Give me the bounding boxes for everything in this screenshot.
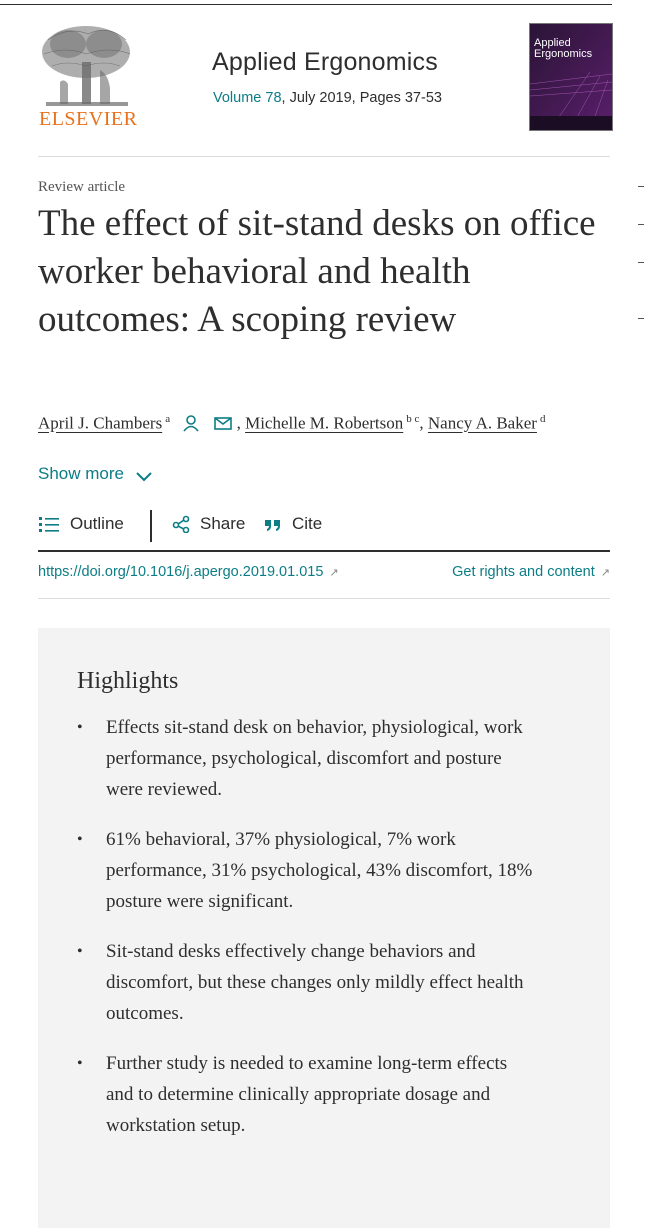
journal-meta [213,90,442,106]
affiliation-marker[interactable]: a [165,413,171,425]
author-list: April J. Chambers $^a$ , Michelle M. Robertson $^{b c}$, Nancy A. Baker $^d$ [38,413,545,437]
article-type: Review article [38,179,126,195]
cover-title: Applied Ergonomics [534,37,593,60]
elsevier-logo-link[interactable] [38,22,138,132]
highlight-item: • Further study is needed to examine long-term effects and to determine clinically appropriate dosage and workstation setup. [77,1048,537,1141]
external-link-icon: ↗ [600,567,610,579]
toolbar-divider [150,510,152,542]
cite-button[interactable] [264,508,322,540]
edge-mark [638,262,644,263]
show-more-label: Show more [38,464,124,483]
affiliation-marker[interactable]: b c [406,413,420,425]
highlights-section [38,628,610,1228]
top-rule [0,4,612,5]
cite-label: Cite [292,514,323,533]
edge-mark [638,224,644,225]
share-button[interactable] [172,508,245,540]
highlight-item: • 61% behavioral, 37% physiological, 7% work performance, 31% psychological, 43% discomfort, 18% posture were significant. [77,824,537,917]
highlight-item: • Effects sit-stand desk on behavior, physiological, work performance, psychological, discomfort and posture were reviewed. [77,712,537,805]
author-icons [182,414,232,437]
show-more-button[interactable] [38,464,153,484]
edge-mark [638,186,644,187]
author-link[interactable]: Nancy A. Baker [427,413,537,433]
edge-mark [638,318,644,319]
envelope-icon[interactable] [213,414,233,432]
share-icon [172,515,190,533]
affiliation-marker[interactable]: d [539,413,546,425]
person-icon[interactable] [182,414,200,432]
chevron-down-icon [135,470,153,482]
doi-link[interactable] [38,564,339,580]
journal-cover-image[interactable] [529,23,613,131]
doi-divider [38,598,610,599]
article-toolbar [38,508,610,544]
publisher-wordmark: ELSEVIER [39,108,138,130]
highlight-item: • Sit-stand desks effectively change behaviors and discomfort, but these changes only mildly effect health outcomes. [77,936,537,1029]
highlights-title: Highlights [77,668,179,694]
issue-info: , July 2019, Pages 37-53 [281,90,442,106]
volume-link[interactable]: Volume 78 [213,90,282,106]
quote-icon [264,516,282,532]
author-link[interactable]: Michelle M. Robertson [245,413,404,433]
share-label: Share [200,514,246,533]
article-title: The effect of sit-stand desks on office worker behavioral and health outcomes: A scoping review [38,203,596,340]
rights-link[interactable] [452,564,610,580]
doi-text: https://doi.org/10.1016/j.apergo.2019.01.015 [38,564,324,580]
external-link-icon: ↗ [329,567,339,579]
list-icon [38,515,60,533]
highlights-list [77,712,537,1160]
rights-text: Get rights and content [452,564,595,580]
outline-button[interactable] [38,508,124,540]
author-link[interactable]: April J. Chambers [38,413,163,433]
toolbar-divider-line [38,550,610,552]
outline-label: Outline [70,514,124,533]
journal-title-link[interactable]: Applied Ergonomics [212,48,438,76]
header-divider [38,156,610,157]
